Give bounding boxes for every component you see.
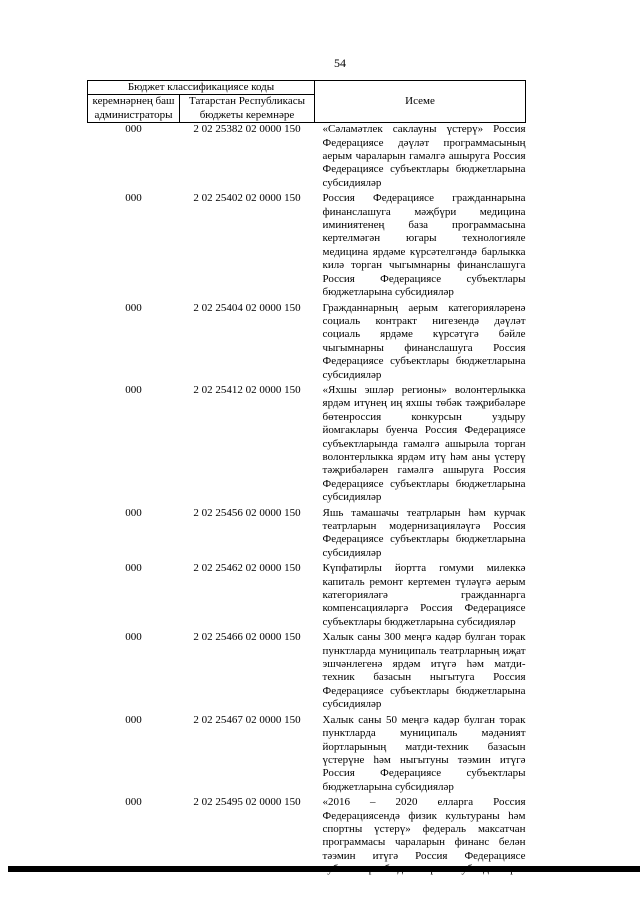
- row-revenue-code: 2 02 25404 02 0000 150: [193, 301, 301, 314]
- row-name: Яшь тамашачы театрларын һәм курчак театрларын модернизацияләүгә Россия Федерациясе субъектлары бюджетларына субсидияләр: [322, 506, 526, 559]
- table-row: [88, 507, 526, 563]
- row-admin-code: 000: [125, 713, 142, 726]
- header-budget-code-group: Бюджет классификациясе коды: [88, 81, 315, 95]
- scan-edge-bar: [8, 866, 640, 872]
- row-name: Халык саны 50 меңгә кадәр булган торак пунктларда муниципаль мәдәният йортларының матди-техник базасын үстерүне һәм ныгытуны тәэмин итүгә Россия Федерациясе субъектлары бюджетларына субсидияләр: [322, 713, 526, 793]
- row-admin-code: 000: [125, 506, 142, 519]
- row-revenue-code: 2 02 25456 02 0000 150: [193, 506, 301, 519]
- row-revenue-code: 2 02 25412 02 0000 150: [193, 383, 301, 396]
- header-name-column: Исеме: [315, 81, 526, 123]
- row-admin-code: 000: [125, 631, 142, 644]
- table-row: [88, 123, 526, 193]
- row-name: «Яхшы эшләр регионы» волонтерлыкка ярдәм итүнең иң яхшы төбәк тәҗрибәләре бөтенроссия конкурсын уздыру йомгаклары буенча Россия Федерациясе субъектларында гамәлгә ашырыла торган волонтерлыкка ярдәм итү һәм аны үстерү тәҗрибәләрен гамәлгә ашыруга Россия Федерациясе субъектлары бюджетларына субсидияләр: [322, 383, 526, 504]
- row-admin-code: 000: [125, 796, 142, 809]
- budget-classification-table: [87, 80, 526, 879]
- table-row: [88, 562, 526, 631]
- table-row: [88, 631, 526, 713]
- table-row: [88, 302, 526, 384]
- table-row: [88, 384, 526, 507]
- row-name: Күпфатирлы йортта гомуми милеккә капиталь ремонт кертемен түләүгә аерым категорияләгә гражданнарга компенсацияләргә Россия Федерациясе субъектлары бюджетларына субсидияләр: [322, 562, 526, 628]
- row-revenue-code: 2 02 25495 02 0000 150: [193, 796, 301, 809]
- row-revenue-code: 2 02 25402 02 0000 150: [193, 192, 301, 205]
- row-revenue-code: 2 02 25467 02 0000 150: [193, 713, 301, 726]
- row-admin-code: 000: [125, 562, 142, 575]
- row-revenue-code: 2 02 25462 02 0000 150: [193, 562, 301, 575]
- table-header-row-group: [88, 81, 526, 95]
- row-admin-code: 000: [125, 383, 142, 396]
- table-row: [88, 192, 526, 301]
- table-row: [88, 714, 526, 796]
- header-code-column: Татарстан Республикасы бюджеты керемнәре: [180, 95, 315, 123]
- page-number: 54: [334, 56, 346, 70]
- row-name: Россия Федерациясе гражданнарына финанслашуга мәҗбүри медицина иминиятенең база программасына кертелмәгән югары технологияле медицина ярдәме күрсәтелгәндә барлыкка килә торган чыгымнарны финанслашуга Россия Федерациясе субъектлары бюджетларына субсидияләр: [322, 192, 526, 299]
- row-admin-code: 000: [125, 192, 142, 205]
- row-admin-code: 000: [125, 123, 142, 136]
- row-name: «Сәламәтлек саклауны үстерү» Россия Федерациясе дәүләт программасының аерым чараларын гамәлгә ашыруга Россия Федерациясе субъектлары бюджетларына субсидияләр: [322, 123, 526, 189]
- row-revenue-code: 2 02 25382 02 0000 150: [193, 123, 301, 136]
- row-name: Гражданнарның аерым категорияләренә социаль контракт нигезендә дәүләт социаль ярдәме күрсәтүгә бәйле чыгымнарны финанслашуга Россия Федерациясе субъектлары бюджетларына субсидияләр: [322, 301, 526, 381]
- row-revenue-code: 2 02 25466 02 0000 150: [193, 631, 301, 644]
- row-name: «2016 – 2020 елларга Россия Федерациясендә физик культураны һәм спортны үстерү» федераль максатчан программасы чараларын финанс белән тәэмин итүгә Россия Федерациясе: [322, 796, 526, 862]
- row-admin-code: 000: [125, 301, 142, 314]
- header-admin-column: керемнәрнең баш администраторы: [88, 95, 180, 123]
- row-name: Халык саны 300 меңгә кадәр булган торак пунктларда муниципаль театрларның иҗат эшчәнлегенә ярдәм итүгә һәм матди-техник базасын ныгытуга Россия Федерациясе субъектлары бюджетларына субсидияләр: [322, 631, 526, 711]
